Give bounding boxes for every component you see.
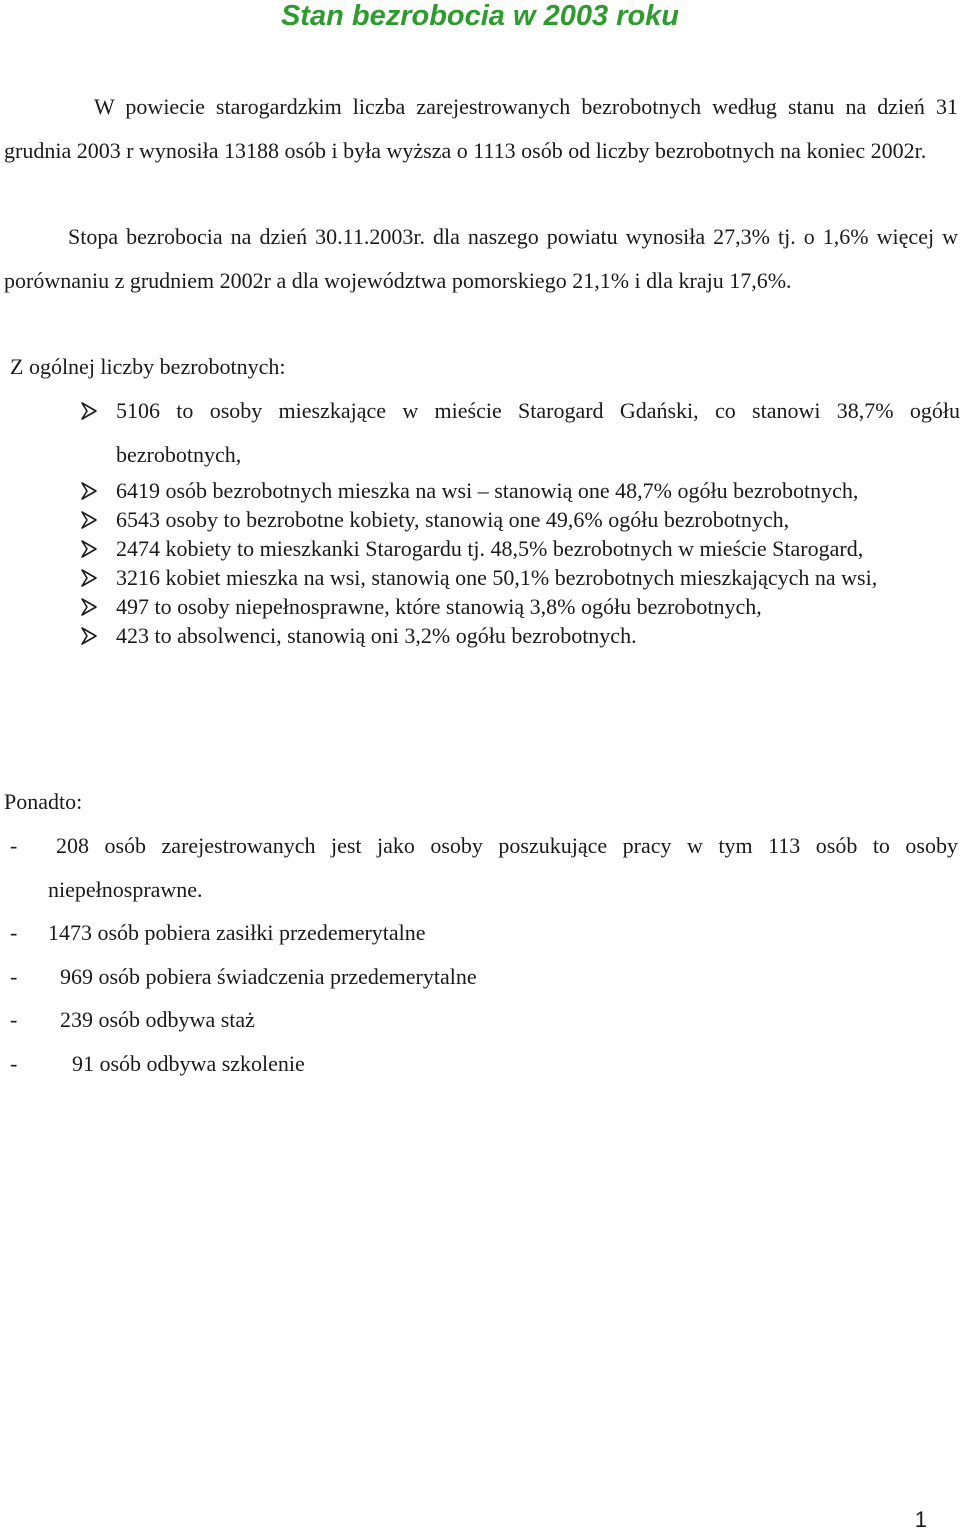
list-item [80,389,960,476]
list-item-text: 497 to osoby niepełnosprawne, które stanowią 3,8% ogółu bezrobotnych, [116,594,762,619]
list-item-text: 3216 kobiet mieszka na wsi, stanowią one 50,1% bezrobotnych mieszkających na wsi, [116,565,878,590]
document-title: Stan bezrobocia w 2003 roku [280,0,680,32]
list-item-text: 969 osób pobiera świadczenia przedemerytalne [60,963,477,989]
breakdown-lead: Z ogólnej liczby bezrobotnych: [10,354,286,379]
dash-marker: - [10,1050,18,1076]
list-item-text: 2474 kobiety to mieszkanki Starogardu tj. 48,5% bezrobotnych w mieście Starogard, [116,536,864,561]
list-item-text: 91 osób odbywa szkolenie [72,1050,305,1076]
dash-marker: - [10,920,18,945]
additional-stats-list [10,824,958,1085]
arrowhead-bullet-icon [80,597,98,617]
list-item-text: 5106 to osoby mieszkające w mieście Starogard Gdański, co stanowi 38,7% ogółu bezrobotnych, [116,398,960,467]
list-item [80,534,960,563]
breakdown-list [80,389,960,650]
list-item-text: 6419 osób bezrobotnych mieszka na wsi – stanowią one 48,7% ogółu bezrobotnych, [116,478,859,503]
arrowhead-bullet-icon [80,510,98,530]
list-item [80,592,960,621]
list-item-text: 208 osób zarejestrowanych jest jako osoby poszukujące pracy w tym 113 osób to osoby niepełnosprawne. [48,833,958,902]
arrowhead-bullet-icon [80,481,98,501]
ponadto-label: Ponadto: [4,789,83,814]
arrowhead-bullet-icon [80,401,98,421]
arrowhead-bullet-icon [80,568,98,588]
intro-paragraph: W powiecie starogardzkim liczba zarejestrowanych bezrobotnych według stanu na dzień 31 grudnia 2003 r wynosiła 13188 osób i była wyższa o 1113 osób od liczby bezrobotnych na koniec 2002r. [4,94,958,163]
list-item [10,824,958,911]
list-item [10,1042,958,1086]
list-item [10,911,958,955]
dash-marker: - [10,833,18,858]
list-item-text: 423 to absolwenci, stanowią oni 3,2% ogółu bezrobotnych. [116,623,637,648]
list-item [10,955,958,999]
unemployment-rate-paragraph: Stopa bezrobocia na dzień 30.11.2003r. dla naszego powiatu wynosiła 27,3% tj. o 1,6% więcej w porównaniu z grudniem 2002r a dla województwa pomorskiego 21,1% i dla kraju 17,6%. [4,224,958,293]
dash-marker: - [10,963,18,989]
list-item [80,505,960,534]
list-item [80,476,960,505]
arrowhead-bullet-icon [80,626,98,646]
list-item-text: 6543 osoby to bezrobotne kobiety, stanowią one 49,6% ogółu bezrobotnych, [116,507,790,532]
list-item [10,998,958,1042]
page-number: 1 [914,1507,927,1532]
list-item-text: 1473 osób pobiera zasiłki przedemerytalne [48,920,426,945]
list-item [80,621,960,650]
arrowhead-bullet-icon [80,539,98,559]
list-item-text: 239 osób odbywa staż [60,1007,255,1032]
list-item [80,563,960,592]
dash-marker: - [10,1007,18,1032]
